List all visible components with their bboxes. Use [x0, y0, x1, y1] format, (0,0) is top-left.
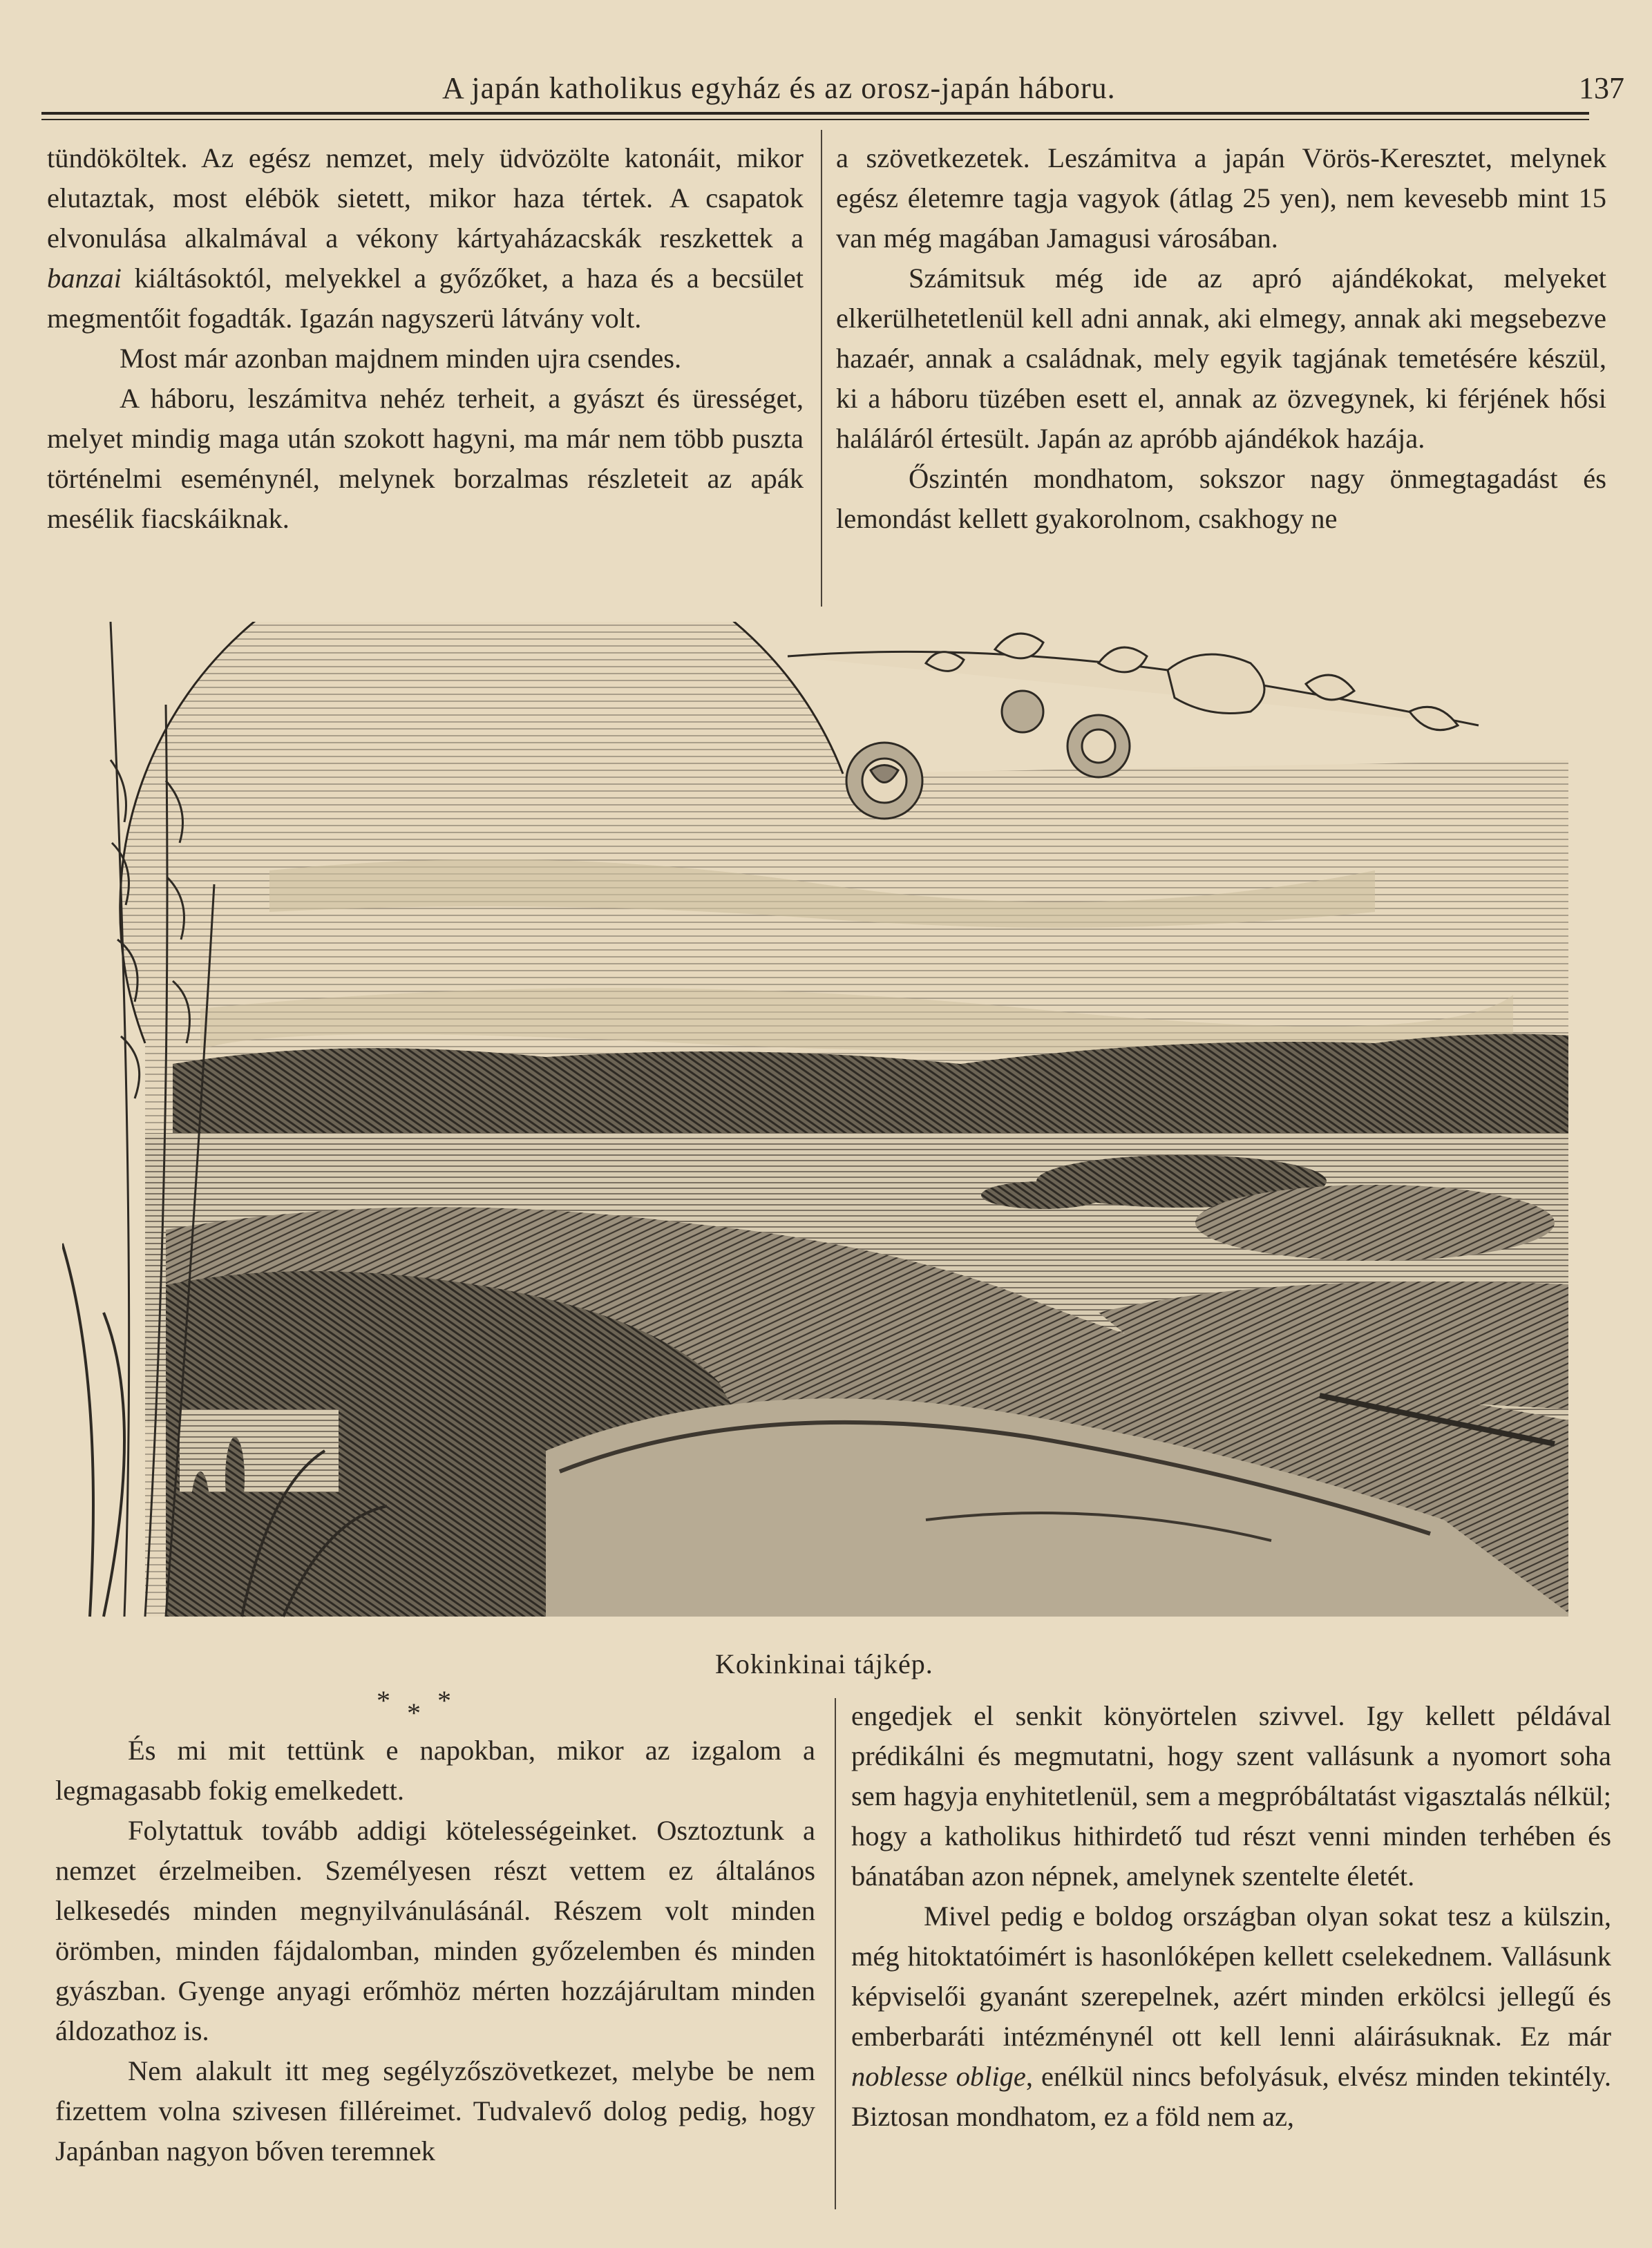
paragraph: Mivel pedig e boldog országban olyan sokat tesz a külszin, még hitoktatóimért is hasonlóképen kellett cselekednem. Vallásunk képviselői gyanánt szerepelnek, azért minden erkölcsi jellegű és emberbaráti intézménynél ott kell lenni aláirásuknak. Ez már noblesse oblige, enélkül nincs befolyásuk, elvész minden tekintély. Biztosan mondhatom, ez a föld nem az, — [851, 1901, 1611, 2132]
paragraph: És mi mit tettünk e napokban, mikor az izgalom a legmagasabb fokig emelkedett. — [55, 1735, 815, 1806]
italic-phrase: noblesse oblige — [851, 2061, 1026, 2092]
paragraph: A háboru, leszámitva nehéz terheit, a gyászt és ürességet, melyet mindig maga után szokott hagyni, ma már nem több puszta történelmi eseménynél, melynek borzalmas részleteit az apák mesélik fiacskáiknak. — [47, 383, 804, 534]
header-rule — [41, 112, 1589, 115]
running-header — [41, 64, 1624, 119]
column-top-right — [836, 138, 1606, 539]
figure-caption: Kokinkinai tájkép. — [715, 1648, 933, 1679]
paragraph: Nem alakult itt meg segélyzőszövetkezet, melybe be nem fizettem volna szivesen filléreimet. Tudvalevő dolog pedig, hogy Japánban nagyon bőven teremnek — [55, 2055, 815, 2166]
column-bottom-right — [851, 1696, 1611, 2137]
column-top-left — [47, 138, 804, 539]
header-rule-thin — [41, 119, 1589, 120]
paragraph: Most már azonban majdnem minden ujra csendes. — [120, 343, 682, 374]
column-divider — [835, 1698, 836, 2209]
paragraph: engedjek el senkit könyörtelen szivvel. Igy kellett példával prédikálni és megmutatni, hogy szent vallásunk a nyomort soha sem hagyja enyhitetlenül, sem a megpróbáltatást vigasztalás nélkül; hogy a katholikus hithirdető tud részt venni minden terhében és bánatában azon népnek, amelynek szentelte életét. — [851, 1700, 1611, 1892]
column-bottom-left — [55, 1731, 815, 2171]
column-divider — [821, 130, 822, 607]
paragraph: tündököltek. Az egész nemzet, mely üdvözölte katonáit, mikor elutaztak, most elébök sietett, mikor haza tértek. A csapatok elvonulása alkalmával a vékony kártyaházacskák reszkettek a banzai kiáltásoktól, melyekkel a győzőket, a haza és a becsület megmentőit fogadták. Igazán nagyszerü látvány volt. — [47, 142, 804, 334]
paragraph: a szövetkezetek. Leszámitva a japán Vörös-Keresztet, melynek egész életemre tagja vagyok (átlag 25 yen), nem kevesebb mint 15 van még magában Jamagusi városában. — [836, 142, 1606, 254]
paragraph: Folytattuk tovább addigi kötelességeinket. Osztoztunk a nemzet érzelmeiben. Személyesen részt vettem ez általános lelkesedés minden megnyilvánulásánál. Részem volt minden örömben, minden fájdalomban, minden győzelemben és minden gyászban. Gyenge anyagi erőmhöz mérten hozzájárultam minden áldozathoz is. — [55, 1815, 815, 2046]
page-number: 137 — [1579, 71, 1624, 105]
section-divider: *** — [377, 1685, 468, 1728]
paragraph: Őszintén mondhatom, sokszor nagy önmegtagadást és lemondást kellett gyakorolnom, csakhogy ne — [836, 463, 1606, 534]
landscape-engraving — [62, 622, 1617, 1623]
paragraph: Számitsuk még ide az apró ajándékokat, melyeket elkerülhetetlenül kell adni annak, aki elmegy, annak aki megsebezve hazaér, annak a családnak, mely egyik tagjának temetésére készül, ki a háboru tüzében esett el, annak az özvegynek, ki férjének hősi haláláról értesült. Japán az apróbb ajándékok hazája. — [836, 263, 1606, 454]
running-title: A japán katholikus egyház és az orosz-japán háboru. — [442, 71, 1116, 105]
italic-word: banzai — [47, 263, 122, 294]
